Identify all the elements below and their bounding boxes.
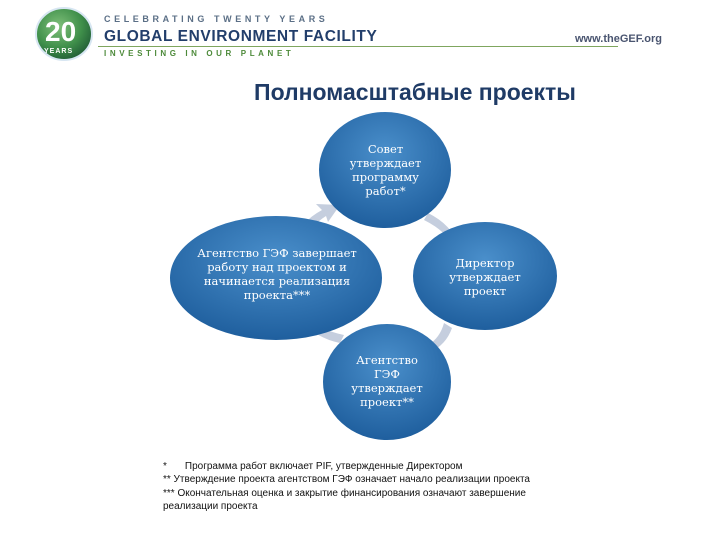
footnotes [163, 460, 583, 513]
footnote-3: *** Окончательная оценка и закрытие финансирования означают завершение реализации проекта [163, 487, 526, 512]
page-title: Полномасштабные проекты [254, 79, 576, 105]
header-url: www.theGEF.org [575, 33, 662, 45]
node-bottom-label: Агентство ГЭФ утверждает проект** [351, 353, 423, 409]
node-top-label: Совет утверждает программу работ* [349, 142, 422, 198]
logo-number: 20 [45, 16, 77, 47]
footnote-1-mark: * [163, 461, 167, 472]
header-line1: CELEBRATING TWENTY YEARS [104, 14, 329, 24]
header-tagline: INVESTING IN OUR PLANET [104, 49, 295, 58]
footnote-2: ** Утверждение проекта агентством ГЭФ означает начало реализации проекта [163, 474, 530, 486]
footnote-1-text: Программа работ включает PIF, утвержденные Директором [184, 461, 463, 472]
footnote-1 [163, 460, 583, 473]
logo-years: YEARS [44, 48, 74, 55]
header-org-name: GLOBAL ENVIRONMENT FACILITY [104, 28, 378, 45]
node-left-label: Агентство ГЭФ завершает работу над проектом и начинается реализация проекта*** [197, 246, 357, 302]
node-right-label: Директор утверждает проект [449, 256, 521, 298]
